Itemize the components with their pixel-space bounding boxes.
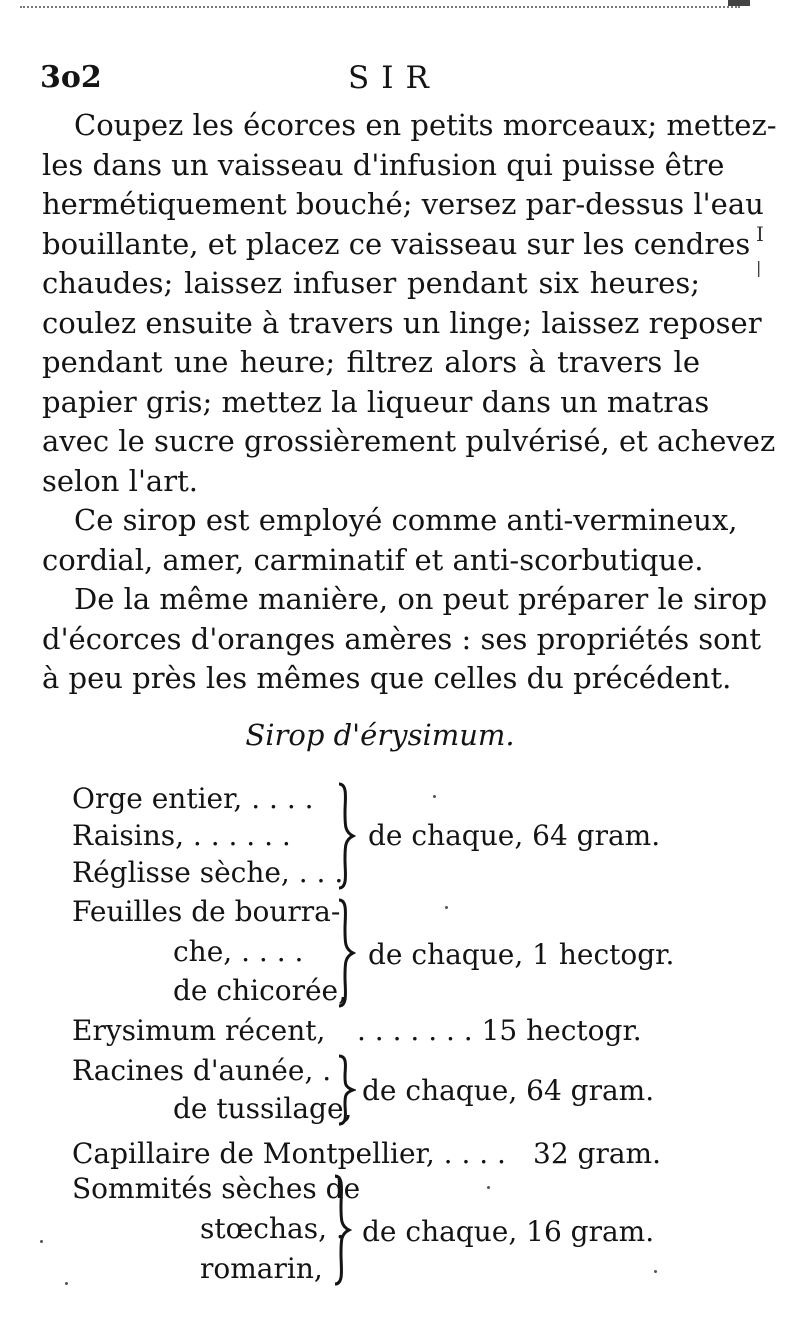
top-edge-rule [20,6,740,8]
text-line: d'écorces d'oranges amères : ses propriétés sont [42,621,761,656]
text-line: à peu près les mêmes que celles du précédent. [42,661,732,695]
ingredient-line: Sommités sèches de [72,1172,361,1205]
ink-speck [654,1270,657,1273]
page-number: 3o2 [40,60,102,95]
ink-speck [445,906,448,909]
text-line: les dans un vaisseau d'infusion qui puisse être [42,147,725,182]
ink-speck [65,1282,68,1285]
ink-speck [433,795,436,798]
brace-icon [336,1054,356,1126]
ingredient-line: de tussilage, [173,1092,353,1125]
ingredient-line: Réglisse sèche, . . . [72,856,344,889]
text-line: chaudes; laissez infuser pendant six heures; [42,266,700,300]
ingredient-line: Erysimum récent, [72,1014,326,1047]
ingredient-line: Racines d'aunée, . [72,1054,332,1087]
ink-speck [487,1186,490,1189]
margin-mark: I [756,222,764,246]
ingredient-quantity: de chaque, 64 gram. [368,819,661,852]
text-line: papier gris; mettez la liqueur dans un matras [42,384,710,419]
running-title: SIR [348,60,441,96]
ingredient-quantity: de chaque, 1 hectogr. [368,938,675,971]
ingredient-line: Capillaire de Montpellier, . . . . [72,1137,506,1170]
running-head [40,60,680,100]
text-line: bouillante, et placez ce vaisseau sur les cendres [42,226,751,261]
text-line: selon l'art. [42,463,198,498]
brace-icon [336,898,356,1008]
ingredient-quantity: 32 gram. [533,1137,661,1170]
text-line: Coupez les écorces en petits morceaux; mettez- [74,108,777,142]
ingredient-line: de chicorée, [173,974,348,1007]
brace-icon [336,782,356,890]
text-line: avec le sucre grossièrement pulvérisé, et achevez [42,424,776,458]
ingredient-line: che, . . . . [173,935,304,968]
ingredient-line: stœchas, . [200,1212,345,1245]
text-line: coulez ensuite à travers un linge; laissez reposer [42,305,762,340]
top-edge-mark [728,0,750,6]
ingredient-line: Raisins, . . . . . . [72,819,291,852]
brace-icon [332,1174,352,1286]
text-line: pendant une heure; filtrez alors à travers le [42,345,700,379]
ingredient-quantity: de chaque, 64 gram. [362,1074,655,1107]
text-line: hermétiquement bouché; versez par-dessus l'eau [42,187,764,221]
text-line: Ce sirop est employé comme anti-vermineux, [74,503,738,537]
ingredient-quantity: de chaque, 16 gram. [362,1215,655,1248]
ingredient-line: Feuilles de bourra- [72,895,341,928]
ingredient-quantity: . . . . . . . 15 hectogr. [357,1014,642,1047]
margin-tick: | [756,258,762,277]
ingredient-line: Orge entier, . . . . [72,782,314,815]
text-line: cordial, amer, carminatif et anti-scorbutique. [42,542,704,577]
recipe-title: Sirop d'érysimum. [245,718,515,752]
ink-speck [40,1240,43,1243]
body-text [42,106,777,699]
ingredient-line: romarin, [200,1252,323,1285]
text-line: De la même manière, on peut préparer le sirop [74,582,768,616]
